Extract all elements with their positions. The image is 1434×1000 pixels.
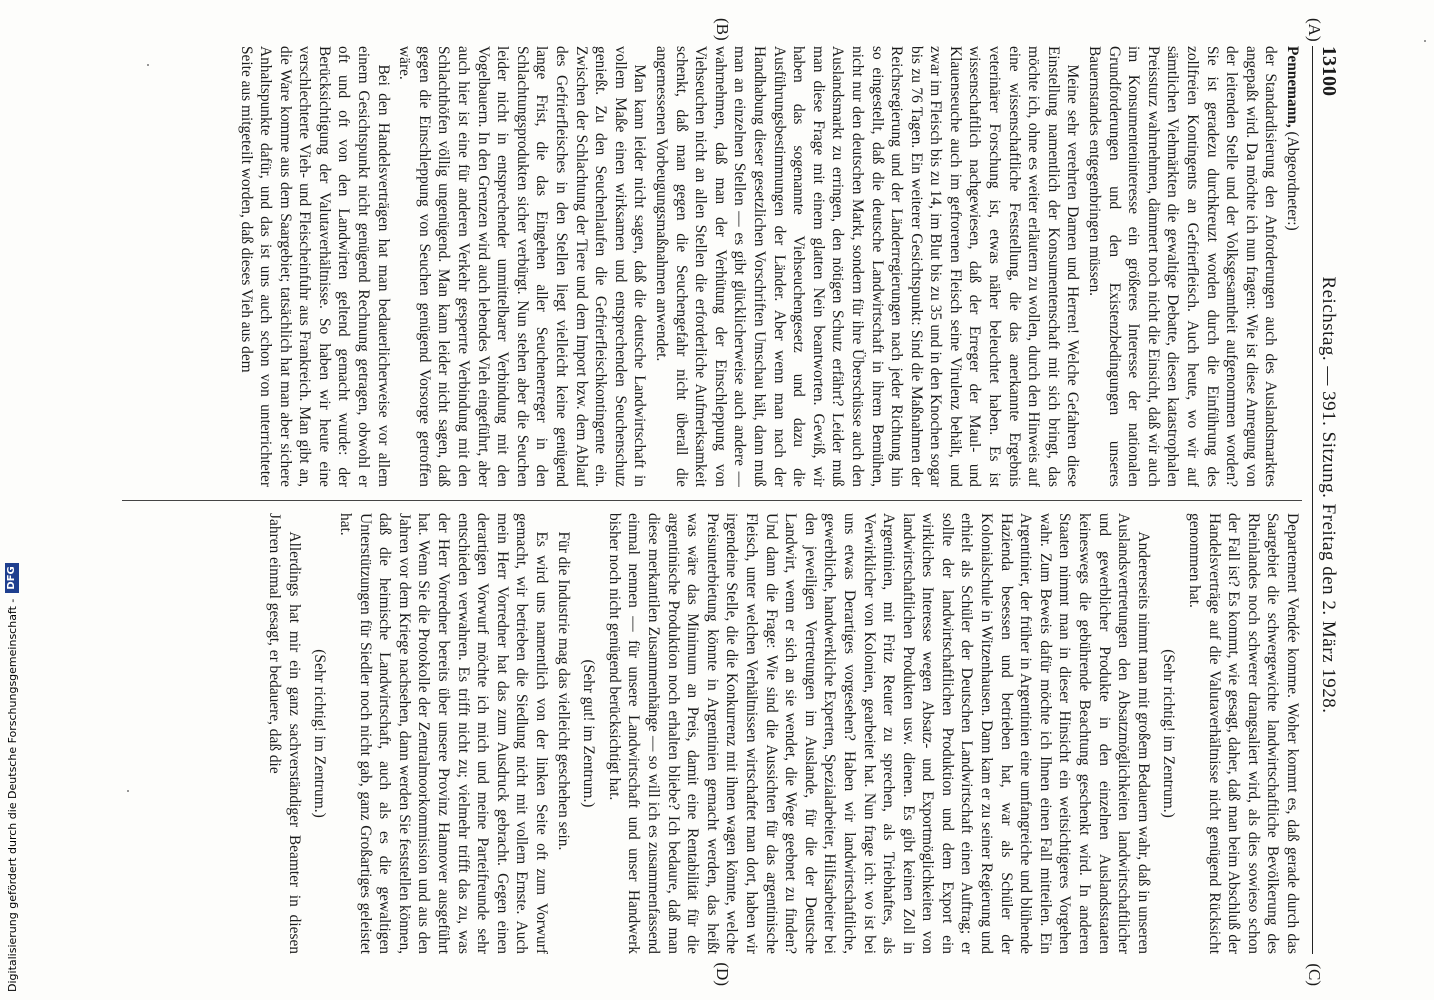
interjection: (Sehr gut! im Zentrum.) xyxy=(580,659,598,808)
paragraph: Departement Vendée komme. Woher kommt es, daß gerade durch das Saargebiet die schwergewichte landwirtschaftliche Bevölkerung des Rheinlandes noch schwerer drangsaliert wird, als dies sowieso schon der Fall ist? Es kommt, wie gesagt, daher, daß man beim Abschluß der Handelsverträge auf die Valutaverhältnisse nicht genügend Rücksicht genommen hat. xyxy=(1186,513,1301,954)
column-divider xyxy=(122,500,1302,501)
interjection: (Sehr richtig! im Zentrum.) xyxy=(311,649,329,818)
scan-speck xyxy=(127,790,129,792)
right-column xyxy=(122,513,1302,954)
newspaper-page xyxy=(92,18,1362,986)
speaker-line: Pennemann, (Abgeordneter:) xyxy=(1284,46,1301,231)
page-header xyxy=(1312,46,1340,954)
margin-marker-d: (D) xyxy=(713,962,732,986)
paragraph: Bei den Handelsverträgen hat man bedauerlicherweise vor allem einem Gesichtspunkt nicht genügend Rechnung getragen, obwohl er oft und oft von den Landwirten geltend gemacht wurde: der Berücksichtigung der Valutaverhältnisse. So haben wir heute eine verschlechterte Vieh- und Fleischeinfuhr aus Frankreich. Man gibt an, die Ware komme aus dem Saargebiet; tatsächlich hat man aber sichere Anhaltspunkte dafür, und das ist uns auch schon von unterrichteter Seite aus mitgeteilt worden, daß dieses Vieh aus dem xyxy=(237,46,392,487)
interjection: (Sehr richtig! im Zentrum.) xyxy=(1160,649,1178,818)
credit-text: Digitalisierung gefördert durch die Deutsche Forschungsgemeinschaft - xyxy=(5,598,19,992)
paragraph: Es wird uns namentlich von der linken Seite oft zum Vorwurf gemacht, wir betrieben die Siedlung nicht mit vollem Ernste. Auch mein Herr Vorredner hat das zum Ausdruck gebracht. Gegen einen derartigen Vorwurf möchte ich mich und meine Parteifreunde sehr entschieden verwahren. Es trifft nicht zu; vielmehr trifft das zu, was der Herr Vorredner bereits über unsere Provinz Hannover ausgeführt hat. Wenn Sie die Protokolle der Zentralmoorkommission und aus den Jahren vor dem Kriege nachsehen, dann werden Sie feststellen können, daß die heimische Landwirtschaft, auch als es die gewaltigen Unterstützungen für Siedler noch nicht gab, ganz Großartiges geleistet hat. xyxy=(337,513,551,954)
paragraph: Für die Industrie mag das vielleicht geschehen sein. xyxy=(554,531,572,851)
left-column xyxy=(122,46,1302,487)
margin-marker-c: (C) xyxy=(1305,963,1324,986)
scan-speck xyxy=(1424,40,1426,42)
speaker-note: Abgeordneter: xyxy=(1284,136,1301,226)
text-columns xyxy=(122,46,1302,954)
paragraph: der Standardisierung den Anforderungen auch des Auslandsmarktes angepaßt wird. Da möchte ich nun fragen: Wie ist diese Anregung von der leitenden Stelle und der Volksgesamtheit aufgenommen worden? Sie ist geradezu durchkreuzt worden durch die Einführung des zollfreien Kontingents an Gefrierfleisch. Auch heute, wo wir auf sämtlichen Viehmärkten die gewaltige Debatte, diesen katastrophalen Preissturz wahrnehmen, dämmert noch nicht die Einsicht, daß wir auch im Konsumenteninteresse ein größeres Interesse der nationalen Grundforderungen und den Existenzbedingungen unseres Bauernstandes entgegenbringen müssen. xyxy=(1086,46,1280,487)
paragraph: Meine sehr verehrten Damen und Herren! Welche Gefahren diese Einstellung namentlich der Konsumentenschaft mit sich bringt, das möchte ich, ohne es weiter erläutern zu wollen, durch den Hinweis auf eine wissenschaftliche Feststellung, die das anerkannte Ergebnis veterinärer Forschung ist, etwas näher beleuchtet haben. Es ist wissenschaftlich nachgewiesen, daß der Erreger der Maul- und Klauenseuche auch im gefrorenen Fleisch seine Virulenz behält, und zwar im Fleisch bis zu 14, im Blut bis zu 35 und in den Knochen sogar bis zu 76 Tagen. Ein weiterer Gesichtspunkt: Sind die Maßnahmen der Reichsregierung und der Länderregierungen nach jeder Richtung hin so eingestellt, daß die deutsche Landwirtschaft in ihrem Bemühen, nicht nur den deutschen Markt, sondern für ihre Überschüsse auch den Auslandsmarkt zu erringen, den nötigen Schutz erfährt? Leider muß man diese Frage mit einem glatten Nein beantworten. Gewiß, wir haben das sogenannte Viehseuchengesetz und dazu die Ausführungsbestimmungen der Länder. Aber wenn man nach der Handhabung dieser gesetzlichen Vorschriften Umschau hält, dann muß man an einzelnen Stellen — es gibt glücklicherweise auch andere — wahrnehmen, daß man der Verhütung der Einschleppung von Viehseuchen nicht an allen Stellen die erforderliche Aufmerksamkeit schenkt, daß man gegen die Seuchengefahr nicht überall die angemessenen Vorbeugungsmaßnahmen anwendet. xyxy=(653,46,1082,487)
dfg-logo: DFG xyxy=(5,563,19,592)
margin-marker-a: (A) xyxy=(1305,18,1324,42)
scan-speck xyxy=(147,64,149,66)
page-number: 13100 xyxy=(1318,46,1340,96)
paragraph: Allerdings hat mir ein ganz sachverständiger Beamter in diesen Jahren einmal gesagt, er bedauere, daß die xyxy=(266,513,303,954)
paragraph: Andererseits nimmt man mit großem Bedauern wahr, daß in unseren Auslandsvertretungen den Absatzmöglichkeiten landwirtschaftlicher und gewerblicher Produkte in den einzelnen Auslandsstaaten keineswegs die gebührende Beachtung geschenkt wird. In anderen Staaten nimmt man in dieser Hinsicht ein weitsichtigeres Vorgehen wahr. Zum Beweis dafür möchte ich Ihnen einen Fall mitteilen. Ein Argentinier, der früher in Argentinien eine umfangreiche und blühende Hazienda besessen und betrieben hat, war als Schüler der Kolonialschule in Witzenhausen. Dann kam er zu seiner Regierung und erhielt als Schüler der Deutschen Landwirtschaft einen Auftrag; er sollte der landwirtschaftlichen Produktion und dem Export ein wirkliches Interesse wegen Absatz- und Exportmöglichkeiten von landwirtschaftlichen Produkten usw. dienen. Es gibt keinen Zoll in Argentinien, mit Fritz Reuter zu sprechen, als Triebhaftes, als Verwirklicher von Kolonien, gearbeitet hat. Nun frage ich: wo ist bei uns etwas Derartiges vorgesehen? Haben wir landwirtschaftliche, gewerbliche, handwerkliche Experten, Spezialarbeiter, Hilfsarbeiter bei den jeweiligen Vertretungen im Auslande, für die der Deutsche Landwirt, wenn er sich an sie wendet, die Wege geebnet zu finden? Und dann die Frage: Wie sind die Aussichten für das argentinische Fleisch, unter welchen Verhältnissen wirtschaftet man dort, haben wir irgendeine Stelle, die die Konkurrenz mit ihnen wagen könnte, welche Preisunterbietung könnte in Argentinien gemacht werden, das heißt was wäre das Minimum an Preis, damit eine Rentabilität für die argentinische Produktion noch erhalten bliebe? Ich bedaure, daß man diese merkantilen Zusammenhänge — so will ich es zusammenfassend einmal nennen — für unsere Landwirtschaft und unser Handwerk bisher noch nicht genügend berücksichtigt hat. xyxy=(605,513,1152,954)
digitization-credit xyxy=(2,0,22,1000)
speaker-name: Pennemann, xyxy=(1284,46,1301,128)
running-title: Reichstag. — 391. Sitzung. Freitag den 2. März 1928. xyxy=(1318,276,1339,714)
paragraph: Man kann leider nicht sagen, daß die deutsche Landwirtschaft in vollem Maße einen wirksamen und entsprechenden Seuchenschutz genießt. Zu den Seuchenlaufen die Gefrierfleischkontingente ein. Zwischen der Schlachtung der Tiere und dem Import bzw. dem Ablauf des Gefrierfleisches in den Stellen liegt vielleicht keine genügend lange Frist, die das Eingehen aller Seuchenerreger in den Schlachtungsprodukten sicher verbürgt. Nun stehen aber die Seuchen leider nicht in entsprechender unmittelbarer Verbindung mit den Vogelbauern. In den Grenzen wird auch lebendes Vieh eingeführt, aber auch hier ist eine für anderen Verkehr gesperrte Verbindung mit den Schlachthöfen völlig ungenügend. Man kann leider nicht sagen, daß gegen die Einschleppung von Seuchen genügend Vorsorge getroffen wäre. xyxy=(396,46,649,487)
margin-marker-b: (B) xyxy=(713,18,732,41)
